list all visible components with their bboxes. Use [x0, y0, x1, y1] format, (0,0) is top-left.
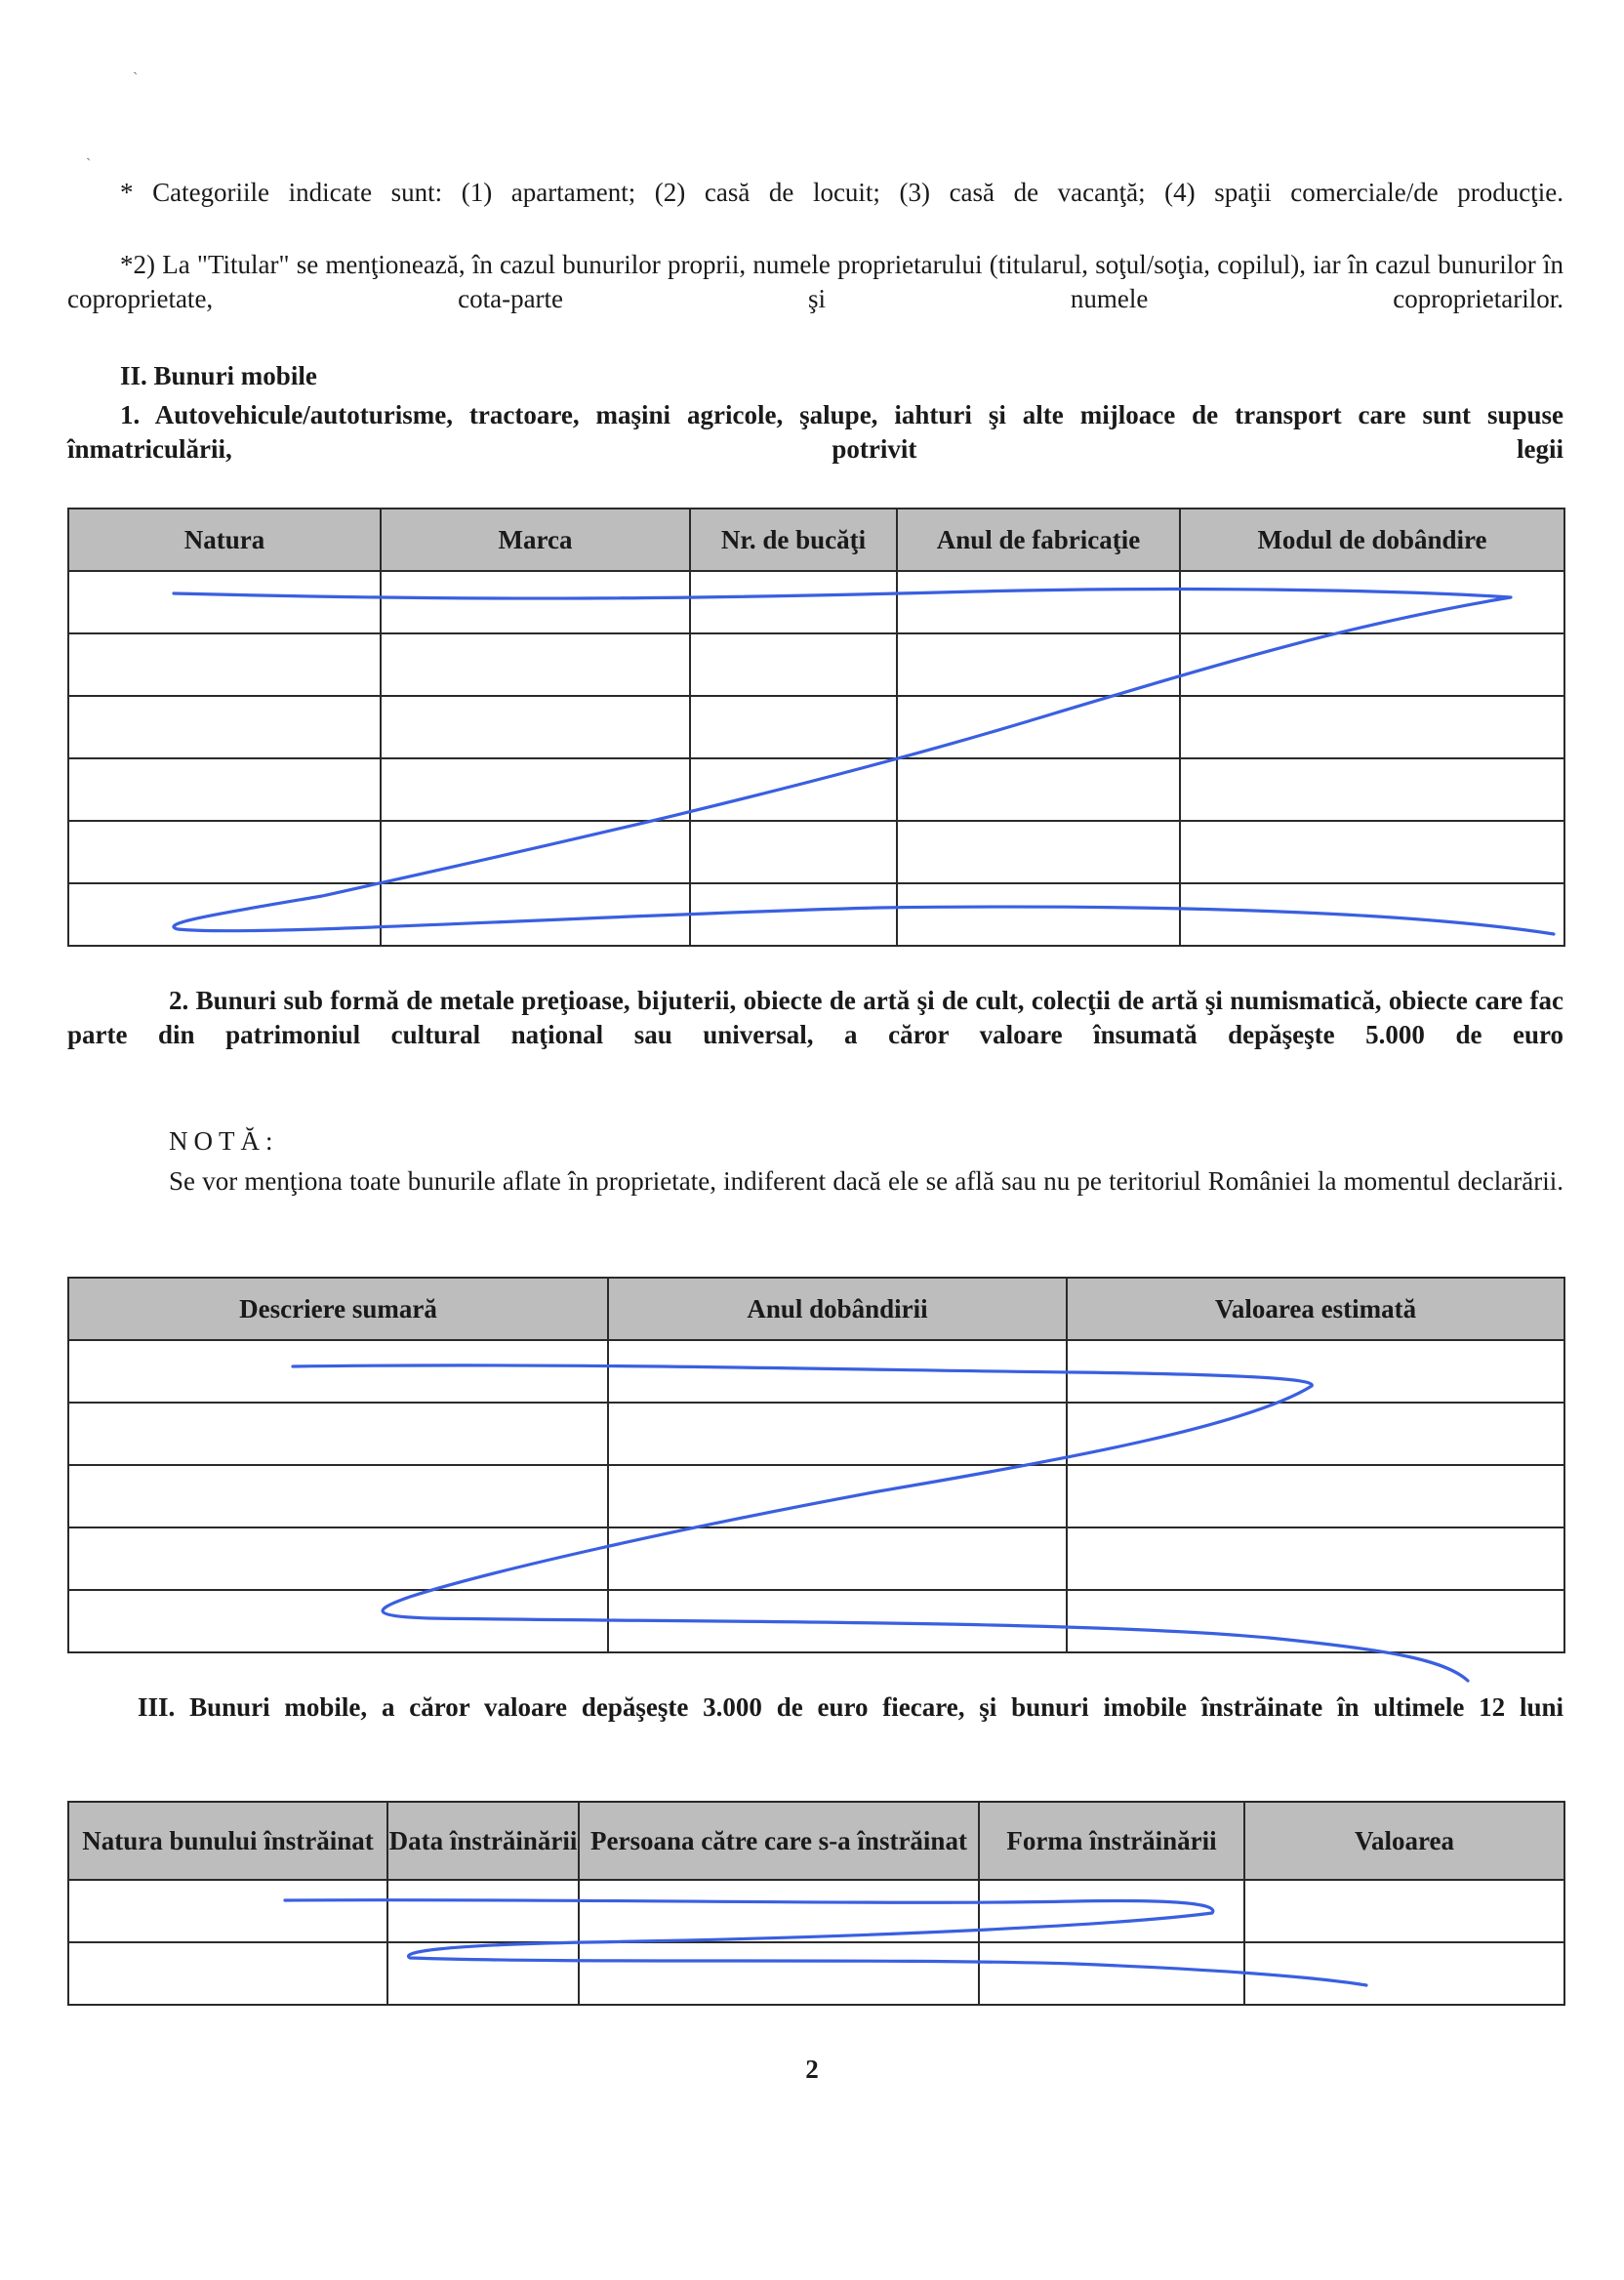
vehicles-table — [67, 508, 1565, 947]
table-row — [68, 1403, 1564, 1465]
table-row — [68, 1465, 1564, 1527]
section-2-2-title: 2. Bunuri sub formă de metale preţioase, bijuterii, obiecte de artă şi de cult, colecţii de artă şi numismatică, obiecte care fac parte din patrimoniul cultural naţional sau universal, a căror valoare însumată depăşeşte 5.000 de euro — [67, 986, 1563, 1049]
valuables-header-row — [68, 1278, 1564, 1340]
table-row — [68, 1340, 1564, 1403]
table-row — [68, 1880, 1564, 1942]
section-2-title: II. Bunuri mobile — [120, 361, 317, 390]
col-valoarea-estimata: Valoarea estimată — [1067, 1278, 1564, 1340]
footnote-titular: *2) La "Titular" se menţionează, în cazul bunurilor proprii, numele proprietarului (titularul, soţul/soţia, copilul), iar în cazul bunurilor în coproprietate, cota-parte şi numele coproprietarilor. — [67, 250, 1563, 313]
col-nr-bucati: Nr. de bucăţi — [690, 509, 897, 571]
footnote-categories: * Categoriile indicate sunt: (1) apartament; (2) casă de locuit; (3) casă de vacanţă; (4) spaţii comerciale/de producţie. — [120, 178, 1563, 207]
table-row — [68, 1527, 1564, 1590]
table-row — [68, 696, 1564, 758]
scan-mark: ` — [86, 156, 92, 173]
vehicles-header-row — [68, 509, 1564, 571]
col-anul-fabricatie: Anul de fabricaţie — [897, 509, 1180, 571]
section-3-title: III. Bunuri mobile, a căror valoare depăşeşte 3.000 de euro fiecare, şi bunuri imobile înstrăinate în ultimele 12 luni — [138, 1692, 1563, 1722]
col-forma-instrainarii: Forma înstrăinării — [979, 1802, 1244, 1880]
nota-title: NOTĂ: — [169, 1126, 279, 1156]
alienated-header-row — [68, 1802, 1564, 1880]
col-descriere-sumara: Descriere sumară — [68, 1278, 608, 1340]
scan-mark: ` — [133, 70, 139, 87]
col-natura: Natura — [68, 509, 381, 571]
col-natura-bunului: Natura bunului înstrăinat — [68, 1802, 387, 1880]
valuables-table — [67, 1277, 1565, 1653]
table-row — [68, 633, 1564, 696]
table-row — [68, 1590, 1564, 1652]
col-anul-dobandirii: Anul dobândirii — [608, 1278, 1067, 1340]
table-row — [68, 1942, 1564, 2005]
col-modul-dobandire: Modul de dobândire — [1180, 509, 1564, 571]
col-persoana: Persoana către care s-a înstrăinat — [579, 1802, 979, 1880]
table-row — [68, 883, 1564, 946]
table-row — [68, 571, 1564, 633]
col-data-instrainarii: Data înstrăinării — [387, 1802, 579, 1880]
col-valoarea: Valoarea — [1244, 1802, 1564, 1880]
section-2-1-title: 1. Autovehicule/autoturisme, tractoare, maşini agricole, şalupe, iahturi şi alte mijloace de transport care sunt supuse înmatriculării, potrivit legii — [67, 400, 1563, 464]
col-marca: Marca — [381, 509, 690, 571]
table-row — [68, 758, 1564, 821]
page-number: 2 — [805, 2055, 819, 2084]
nota-text: Se vor menţiona toate bunurile aflate în proprietate, indiferent dacă ele se află sau nu pe teritoriul României la momentul declarării. — [169, 1166, 1563, 1196]
alienated-assets-table — [67, 1801, 1565, 2006]
table-row — [68, 821, 1564, 883]
